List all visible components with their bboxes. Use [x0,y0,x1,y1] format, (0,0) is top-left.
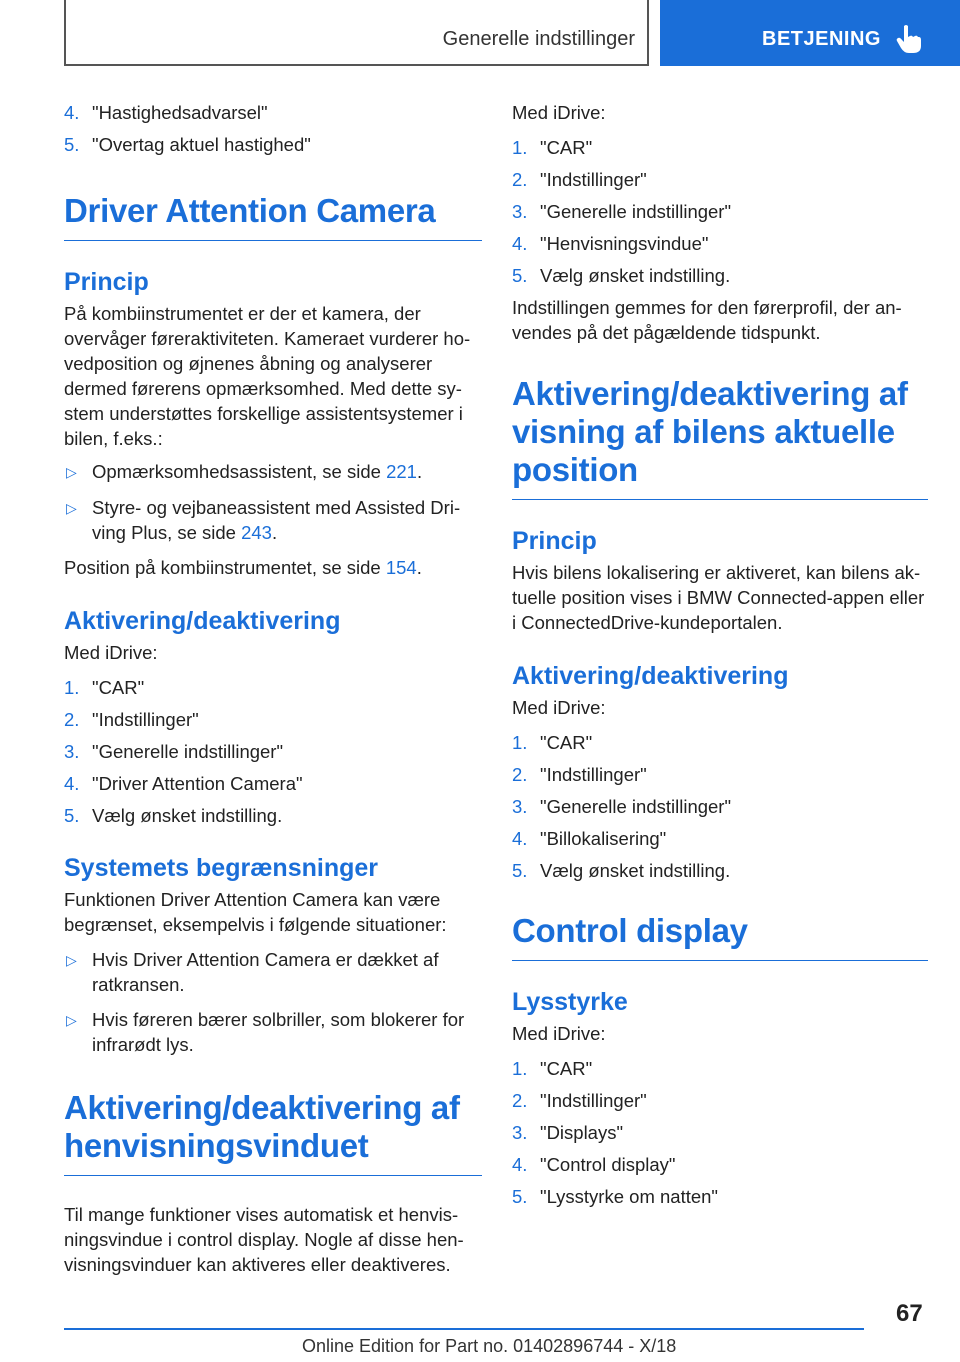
list-item: 5. "Overtag aktuel hastighed" [64,134,311,155]
list-item: 1. "CAR" [512,1058,593,1079]
footer-edition: Online Edition for Part no. 01402896744 - X/18 [302,1336,677,1356]
heading-henvisningsvinduet: Aktivering/deaktivering af henvisningsvinduet [64,1089,482,1176]
list-item: 1. "CAR" [64,677,145,698]
list-item: 4. "Billokalisering" [512,828,667,849]
lysstyrke-steps [512,1056,928,1209]
list-item: 2. "Indstillinger" [64,709,199,730]
list-item: 1. "CAR" [512,732,593,753]
heading-princip: Princip [512,527,597,555]
header-section-box [64,0,649,66]
page-link[interactable]: 243 [241,522,272,543]
henv-text: Til mange funktioner vises automatisk et henvisningsvindue i control display. Nogle af disse henvisningsvinduer kan aktiveres eller deaktiveres. [64,1204,464,1275]
list-item: 2. "Indstillinger" [512,169,647,190]
heading-systemets-begraensninger: Systemets begrænsninger [64,854,378,882]
triangle-bullet-icon: ▷ [66,952,77,968]
med-idrive-label: Med iDrive: [512,1023,606,1044]
princip-bullets [64,459,482,545]
list-item: 4. "Control display" [512,1154,676,1175]
heading-princip: Princip [64,268,149,296]
list-item: 5. Vælg ønsket indstilling. [512,860,731,881]
list-item: 5. Vælg ønsket indstilling. [512,265,731,286]
med-idrive-label: Med iDrive: [64,642,158,663]
aktivering-steps [64,675,482,828]
page-link[interactable]: 154 [385,557,417,578]
header-chapter-title: BETJENING [762,28,881,50]
list1-note: Indstillingen gemmes for den førerprofil, der anvendes på det pågældende tidspunkt. [512,297,902,343]
princip-text: På kombiinstrumentet er der et kamera, der overvåger føreraktiviteten. Kameraet vurderer hovedposition og øjnenes åbning og analyserer dermed førerens opmærksomhed. Med dette system understøttes forskellige assistentsystemer i bilen, f.eks.: [64,303,471,449]
list-item: 3. "Generelle indstillinger" [512,796,732,817]
header-chapter-tab [660,0,960,66]
heading-aktivering: Aktivering/deaktivering [512,662,789,690]
top-list [64,100,482,157]
list-item: ▷ Opmærksomhedsassistent, se side 221. [64,459,482,485]
heading-lysstyrke: Lysstyrke [512,988,628,1016]
triangle-bullet-icon: ▷ [66,464,77,480]
list-item: 5. "Lysstyrke om natten" [512,1186,718,1207]
princip-text: Hvis bilens lokalisering er aktiveret, kan bilens aktuelle position vises i BMW Connected-appen eller i ConnectedDrive-kundeportalen. [512,562,925,633]
henvisning-steps [512,135,928,288]
footer-divider [64,1328,864,1330]
heading-driver-attention-camera: Driver Attention Camera [64,192,482,241]
list-item: 1. "CAR" [512,137,593,158]
sys-bullets [64,947,482,1057]
header-section-title: Generelle indstillinger [442,28,635,50]
med-idrive-label: Med iDrive: [512,102,606,123]
list-item: 4. "Henvisningsvindue" [512,233,709,254]
list-item: ▷ Hvis føreren bærer solbriller, som blokerer for infrarødt lys. [66,1009,465,1055]
billokalisering-steps [512,730,928,883]
heading-control-display: Control display [512,912,928,961]
triangle-bullet-icon: ▷ [66,1012,77,1028]
list-item: 2. "Indstillinger" [512,764,647,785]
list-item: 4. "Hastighedsadvarsel" [64,102,268,123]
right-column [512,100,928,1216]
page-number: 67 [896,1300,923,1327]
list-item: 3. "Generelle indstillinger" [64,741,284,762]
heading-bilens-position: Aktivering/deaktivering af visning af bilens aktuelle position [512,375,928,500]
list-item: ▷ Hvis Driver Attention Camera er dækket af ratkransen. [66,949,439,995]
list-item: 5. Vælg ønsket indstilling. [64,805,283,826]
triangle-bullet-icon: ▷ [66,500,77,516]
position-text: Position på kombiinstrumentet, se side 154. [64,557,422,578]
heading-aktivering: Aktivering/deaktivering [64,607,341,635]
sys-text: Funktionen Driver Attention Camera kan være begrænset, eksempelvis i følgende situationer: [64,889,447,935]
list-item: 3. "Displays" [512,1122,624,1143]
pointing-hand-icon [896,24,922,54]
list-item: ▷ Styre- og vejbaneassistent med Assisted Driving Plus, se side 243. [66,497,461,543]
list-item: 4. "Driver Attention Camera" [64,773,303,794]
med-idrive-label: Med iDrive: [512,697,606,718]
list-item: 3. "Generelle indstillinger" [512,201,732,222]
list-item: 2. "Indstillinger" [512,1090,647,1111]
page-link[interactable]: 221 [386,461,417,482]
left-column [64,100,482,1277]
